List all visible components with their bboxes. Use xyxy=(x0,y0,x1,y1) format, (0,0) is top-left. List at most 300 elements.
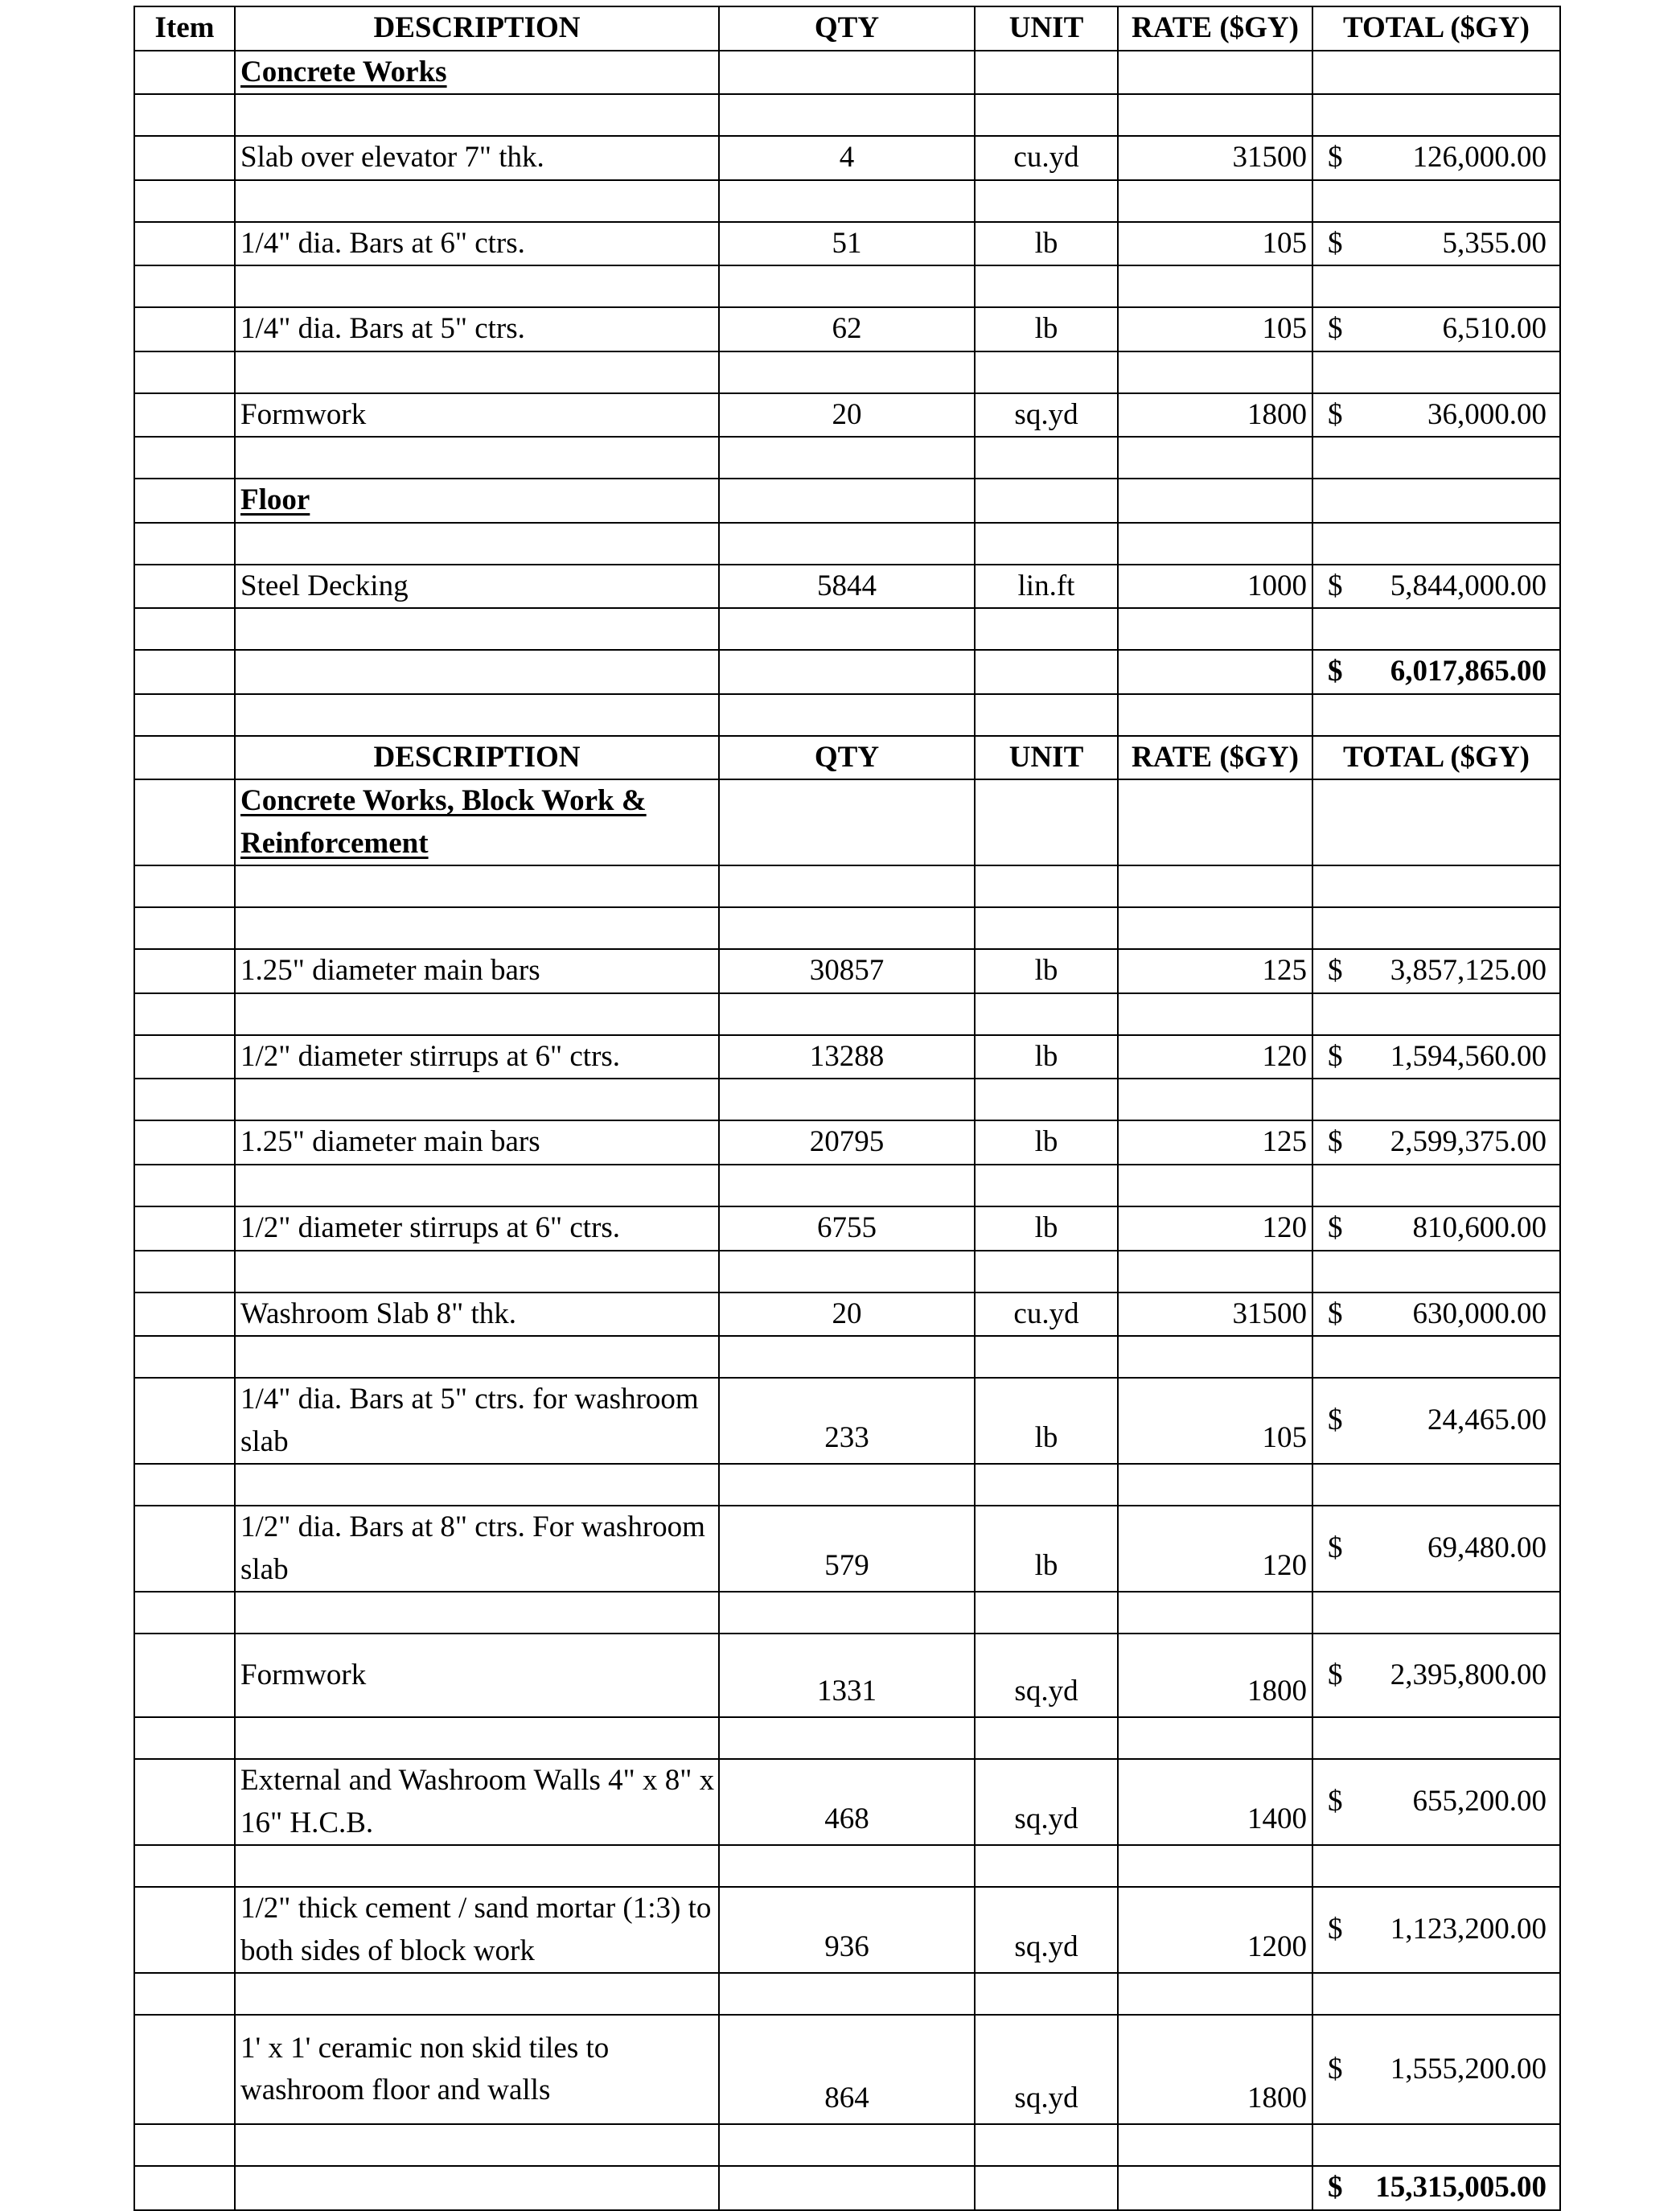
empty-cell xyxy=(134,1845,235,1887)
total-header: TOTAL ($GY) xyxy=(1312,736,1560,780)
empty-cell xyxy=(1118,351,1312,393)
empty-cell xyxy=(1312,608,1560,650)
empty-cell xyxy=(975,351,1118,393)
table-row xyxy=(134,1717,1560,1759)
item-unit: sq.yd xyxy=(975,1634,1118,1717)
empty-cell xyxy=(1118,993,1312,1035)
table-row xyxy=(134,2166,1560,2210)
item-header: Item xyxy=(134,6,235,51)
currency-symbol: $ xyxy=(1328,1210,1343,1244)
item-qty: 13288 xyxy=(719,1035,975,1079)
empty-cell xyxy=(134,94,235,136)
amount xyxy=(1313,1781,1559,1823)
description-header: DESCRIPTION xyxy=(235,6,719,51)
item-description: Formwork xyxy=(235,1634,719,1717)
empty-cell xyxy=(719,180,975,222)
line-total-cell xyxy=(1312,949,1560,993)
currency-symbol: $ xyxy=(1328,1785,1343,1819)
table-row xyxy=(134,1079,1560,1120)
item-unit: lb xyxy=(975,1206,1118,1251)
empty-cell xyxy=(975,2124,1118,2166)
amount xyxy=(1313,1527,1559,1570)
empty-cell xyxy=(1312,694,1560,736)
line-total-value: 6,510.00 xyxy=(1442,312,1547,346)
table-row xyxy=(134,51,1560,95)
item-qty: 30857 xyxy=(719,949,975,993)
table-row xyxy=(134,1464,1560,1506)
empty-cell xyxy=(719,779,975,865)
empty-cell xyxy=(719,1592,975,1634)
empty-cell xyxy=(134,1973,235,2015)
item-qty: 1331 xyxy=(719,1634,975,1717)
empty-cell xyxy=(235,608,719,650)
line-total-value: 3,857,125.00 xyxy=(1390,954,1547,988)
item-rate: 105 xyxy=(1118,307,1312,351)
section-heading-text: Concrete Works xyxy=(240,55,447,88)
item-description: 1.25" diameter main bars xyxy=(235,949,719,993)
item-unit: lb xyxy=(975,1378,1118,1464)
empty-cell xyxy=(975,2166,1118,2210)
empty-cell xyxy=(719,351,975,393)
empty-cell xyxy=(719,2124,975,2166)
empty-cell xyxy=(1312,2124,1560,2166)
empty-cell xyxy=(134,907,235,949)
line-total-cell xyxy=(1312,1292,1560,1337)
empty-cell xyxy=(975,51,1118,95)
empty-cell xyxy=(719,1079,975,1120)
item-unit: sq.yd xyxy=(975,1759,1118,1845)
empty-cell xyxy=(719,1251,975,1292)
empty-cell xyxy=(235,1973,719,2015)
empty-cell xyxy=(975,993,1118,1035)
table-row xyxy=(134,523,1560,565)
item-cell xyxy=(134,1120,235,1165)
empty-cell xyxy=(134,1717,235,1759)
empty-cell xyxy=(235,2124,719,2166)
qty-header: QTY xyxy=(719,6,975,51)
line-total-cell xyxy=(1312,1206,1560,1251)
item-rate: 1800 xyxy=(1118,2015,1312,2124)
empty-cell xyxy=(1312,479,1560,523)
table-row xyxy=(134,2124,1560,2166)
amount xyxy=(1313,565,1559,608)
unit-header: UNIT xyxy=(975,736,1118,780)
item-description: 1/2" dia. Bars at 8" ctrs. For washroom slab xyxy=(235,1506,719,1592)
empty-cell xyxy=(975,1079,1118,1120)
line-total-cell xyxy=(1312,565,1560,609)
empty-cell xyxy=(975,265,1118,307)
item-description: 1/4" dia. Bars at 5" ctrs. xyxy=(235,307,719,351)
item-description: 1.25" diameter main bars xyxy=(235,1120,719,1165)
empty-cell xyxy=(1312,1592,1560,1634)
empty-cell xyxy=(235,523,719,565)
empty-cell xyxy=(1312,523,1560,565)
table-row xyxy=(134,265,1560,307)
table-row xyxy=(134,1251,1560,1292)
table-row xyxy=(134,1506,1560,1592)
empty-cell xyxy=(719,1336,975,1378)
amount xyxy=(1313,950,1559,992)
qty-header: QTY xyxy=(719,736,975,780)
table-row xyxy=(134,779,1560,865)
table-row xyxy=(134,437,1560,479)
amount xyxy=(1313,1909,1559,1951)
amount xyxy=(1313,1399,1559,1442)
item-qty: 62 xyxy=(719,307,975,351)
amount xyxy=(1313,223,1559,265)
empty-cell xyxy=(1118,523,1312,565)
item-cell xyxy=(134,1759,235,1845)
item-description: 1/2" thick cement / sand mortar (1:3) to both sides of block work xyxy=(235,1887,719,1973)
empty-cell xyxy=(1118,1717,1312,1759)
rate-header: RATE ($GY) xyxy=(1118,6,1312,51)
empty-cell xyxy=(1312,779,1560,865)
empty-cell xyxy=(1312,265,1560,307)
item-description: 1/4" dia. Bars at 5" ctrs. for washroom slab xyxy=(235,1378,719,1464)
amount xyxy=(1313,651,1559,693)
line-total-value: 2,599,375.00 xyxy=(1390,1125,1547,1159)
empty-cell xyxy=(1118,1973,1312,2015)
table-row xyxy=(134,694,1560,736)
empty-cell xyxy=(235,1165,719,1206)
item-qty: 20795 xyxy=(719,1120,975,1165)
table-row xyxy=(134,993,1560,1035)
empty-cell xyxy=(719,2166,975,2210)
amount xyxy=(1313,2049,1559,2091)
item-unit: lb xyxy=(975,222,1118,266)
item-cell xyxy=(134,136,235,180)
line-total-cell xyxy=(1312,393,1560,438)
currency-symbol: $ xyxy=(1328,397,1343,431)
empty-cell xyxy=(134,2166,235,2210)
item-rate: 1000 xyxy=(1118,565,1312,609)
empty-cell xyxy=(1312,907,1560,949)
empty-cell xyxy=(975,1165,1118,1206)
line-total-value: 810,600.00 xyxy=(1412,1210,1547,1244)
empty-cell xyxy=(1312,1165,1560,1206)
empty-cell xyxy=(719,523,975,565)
line-total-value: 1,555,200.00 xyxy=(1390,2053,1547,2086)
empty-cell xyxy=(235,1336,719,1378)
empty-cell xyxy=(1312,437,1560,479)
empty-cell xyxy=(235,907,719,949)
empty-cell xyxy=(975,94,1118,136)
table-row xyxy=(134,1759,1560,1845)
empty-cell xyxy=(235,94,719,136)
table-row xyxy=(134,479,1560,523)
empty-cell xyxy=(235,1251,719,1292)
item-cell xyxy=(134,393,235,438)
empty-cell xyxy=(719,865,975,907)
empty-cell xyxy=(235,351,719,393)
currency-symbol: $ xyxy=(1328,1039,1343,1073)
empty-cell xyxy=(1118,1079,1312,1120)
grand-total-cell xyxy=(1312,2166,1560,2210)
empty-cell xyxy=(134,1251,235,1292)
section-heading-text: Floor xyxy=(240,483,310,517)
item-rate: 1200 xyxy=(1118,1887,1312,1973)
currency-symbol: $ xyxy=(1328,1658,1343,1691)
empty-cell xyxy=(719,993,975,1035)
currency-symbol: $ xyxy=(1328,226,1343,260)
line-total-cell xyxy=(1312,222,1560,266)
table-row xyxy=(134,1592,1560,1634)
line-total-cell xyxy=(1312,2015,1560,2124)
empty-cell xyxy=(134,437,235,479)
currency-symbol: $ xyxy=(1328,954,1343,988)
line-total-cell xyxy=(1312,1887,1560,1973)
grand-total-value: 15,315,005.00 xyxy=(1375,2171,1547,2205)
empty-cell xyxy=(1118,479,1312,523)
empty-cell xyxy=(719,1717,975,1759)
item-rate: 1800 xyxy=(1118,1634,1312,1717)
item-description: 1/4" dia. Bars at 6" ctrs. xyxy=(235,222,719,266)
empty-cell xyxy=(235,1845,719,1887)
empty-cell xyxy=(235,2166,719,2210)
empty-cell xyxy=(975,1464,1118,1506)
empty-cell xyxy=(1118,2124,1312,2166)
line-total-value: 655,200.00 xyxy=(1412,1785,1547,1819)
empty-cell xyxy=(1118,1592,1312,1634)
currency-symbol: $ xyxy=(1328,2171,1343,2205)
amount xyxy=(1313,394,1559,437)
item-qty: 5844 xyxy=(719,565,975,609)
item-rate: 1400 xyxy=(1118,1759,1312,1845)
table-row xyxy=(134,949,1560,993)
item-qty: 6755 xyxy=(719,1206,975,1251)
line-total-value: 2,395,800.00 xyxy=(1390,1658,1547,1691)
item-rate: 31500 xyxy=(1118,1292,1312,1337)
empty-cell xyxy=(719,1165,975,1206)
line-total-cell xyxy=(1312,307,1560,351)
empty-cell xyxy=(235,1717,719,1759)
table-row xyxy=(134,1165,1560,1206)
amount xyxy=(1313,2167,1559,2209)
item-cell xyxy=(134,1887,235,1973)
table-row xyxy=(134,1634,1560,1717)
empty-cell xyxy=(1118,265,1312,307)
item-rate: 31500 xyxy=(1118,136,1312,180)
empty-cell xyxy=(975,437,1118,479)
currency-symbol: $ xyxy=(1328,312,1343,346)
item-cell xyxy=(134,1292,235,1337)
empty-cell xyxy=(1312,1845,1560,1887)
empty-cell xyxy=(719,1464,975,1506)
empty-cell xyxy=(1312,1464,1560,1506)
empty-cell xyxy=(975,1973,1118,2015)
empty-cell xyxy=(134,650,235,694)
table-row xyxy=(134,1292,1560,1337)
line-total-cell xyxy=(1312,1035,1560,1079)
item-cell xyxy=(134,51,235,95)
item-qty: 936 xyxy=(719,1887,975,1973)
table-row xyxy=(134,608,1560,650)
item-rate: 120 xyxy=(1118,1206,1312,1251)
empty-cell xyxy=(1118,180,1312,222)
empty-cell xyxy=(975,907,1118,949)
currency-symbol: $ xyxy=(1328,2053,1343,2086)
empty-cell xyxy=(1118,865,1312,907)
table-row xyxy=(134,736,1560,780)
table-row xyxy=(134,1887,1560,1973)
empty-cell xyxy=(1118,1845,1312,1887)
empty-cell xyxy=(134,694,235,736)
item-description: Steel Decking xyxy=(235,565,719,609)
empty-cell xyxy=(1118,2166,1312,2210)
amount xyxy=(1313,1207,1559,1250)
empty-cell xyxy=(719,907,975,949)
item-unit: sq.yd xyxy=(975,1887,1118,1973)
empty-cell xyxy=(1118,608,1312,650)
item-qty: 4 xyxy=(719,136,975,180)
item-cell xyxy=(134,736,235,780)
empty-cell xyxy=(1118,650,1312,694)
empty-cell xyxy=(975,1336,1118,1378)
item-cell xyxy=(134,1035,235,1079)
empty-cell xyxy=(1118,694,1312,736)
line-total-value: 5,355.00 xyxy=(1442,226,1547,260)
section-heading xyxy=(235,51,719,95)
empty-cell xyxy=(975,779,1118,865)
line-total-cell xyxy=(1312,1378,1560,1464)
currency-symbol: $ xyxy=(1328,1531,1343,1565)
empty-cell xyxy=(235,1079,719,1120)
empty-cell xyxy=(975,865,1118,907)
amount xyxy=(1313,1654,1559,1697)
item-cell xyxy=(134,1634,235,1717)
empty-cell xyxy=(134,180,235,222)
empty-cell xyxy=(134,523,235,565)
empty-cell xyxy=(975,1717,1118,1759)
empty-cell xyxy=(1118,1251,1312,1292)
empty-cell xyxy=(235,1592,719,1634)
empty-cell xyxy=(1118,94,1312,136)
currency-symbol: $ xyxy=(1328,1297,1343,1330)
empty-cell xyxy=(1312,94,1560,136)
section-heading-text: Concrete Works, Block Work & xyxy=(240,784,647,818)
amount xyxy=(1313,1036,1559,1079)
empty-cell xyxy=(975,650,1118,694)
empty-cell xyxy=(235,1464,719,1506)
item-description: Washroom Slab 8" thk. xyxy=(235,1292,719,1337)
empty-cell xyxy=(719,437,975,479)
item-cell xyxy=(134,779,235,865)
empty-cell xyxy=(1312,180,1560,222)
item-unit: sq.yd xyxy=(975,393,1118,438)
empty-cell xyxy=(975,180,1118,222)
table-row xyxy=(134,1336,1560,1378)
empty-cell xyxy=(134,1464,235,1506)
empty-cell xyxy=(719,1845,975,1887)
table-row xyxy=(134,1845,1560,1887)
item-unit: cu.yd xyxy=(975,1292,1118,1337)
item-cell xyxy=(134,1378,235,1464)
item-unit: lb xyxy=(975,1120,1118,1165)
item-unit: lin.ft xyxy=(975,565,1118,609)
item-qty: 864 xyxy=(719,2015,975,2124)
section-heading xyxy=(235,479,719,523)
empty-cell xyxy=(235,437,719,479)
empty-cell xyxy=(134,2124,235,2166)
line-total-value: 5,844,000.00 xyxy=(1390,569,1547,602)
empty-cell xyxy=(134,265,235,307)
line-total-cell xyxy=(1312,1506,1560,1592)
item-rate: 125 xyxy=(1118,1120,1312,1165)
item-rate: 120 xyxy=(1118,1035,1312,1079)
empty-cell xyxy=(134,608,235,650)
item-description: 1' x 1' ceramic non skid tiles to washroom floor and walls xyxy=(235,2015,719,2124)
rate-header: RATE ($GY) xyxy=(1118,736,1312,780)
item-unit: lb xyxy=(975,1035,1118,1079)
table-row xyxy=(134,865,1560,907)
empty-cell xyxy=(235,650,719,694)
empty-cell xyxy=(975,1251,1118,1292)
unit-header: UNIT xyxy=(975,6,1118,51)
line-total-value: 1,594,560.00 xyxy=(1390,1039,1547,1073)
item-rate: 1800 xyxy=(1118,393,1312,438)
currency-symbol: $ xyxy=(1328,655,1343,688)
section-heading-text: Reinforcement xyxy=(240,826,429,860)
currency-symbol: $ xyxy=(1328,569,1343,602)
bill-of-quantities-table xyxy=(133,6,1561,2211)
item-qty: 20 xyxy=(719,393,975,438)
empty-cell xyxy=(134,1336,235,1378)
section-heading xyxy=(235,779,719,865)
empty-cell xyxy=(975,1845,1118,1887)
currency-symbol: $ xyxy=(1328,1913,1343,1946)
empty-cell xyxy=(975,608,1118,650)
amount xyxy=(1313,1121,1559,1164)
line-total-value: 36,000.00 xyxy=(1427,397,1547,431)
item-qty: 468 xyxy=(719,1759,975,1845)
empty-cell xyxy=(719,51,975,95)
item-cell xyxy=(134,2015,235,2124)
table-row xyxy=(134,222,1560,266)
table-row xyxy=(134,1120,1560,1165)
empty-cell xyxy=(1312,1973,1560,2015)
line-total-value: 126,000.00 xyxy=(1412,141,1547,175)
table-row xyxy=(134,650,1560,694)
empty-cell xyxy=(1118,437,1312,479)
item-description: Formwork xyxy=(235,393,719,438)
item-rate: 120 xyxy=(1118,1506,1312,1592)
empty-cell xyxy=(719,694,975,736)
item-cell xyxy=(134,949,235,993)
empty-cell xyxy=(1118,1464,1312,1506)
empty-cell xyxy=(134,1165,235,1206)
line-total-cell xyxy=(1312,1120,1560,1165)
item-unit: lb xyxy=(975,307,1118,351)
table-row xyxy=(134,1035,1560,1079)
item-description: Slab over elevator 7" thk. xyxy=(235,136,719,180)
currency-symbol: $ xyxy=(1328,141,1343,175)
item-cell xyxy=(134,307,235,351)
empty-cell xyxy=(719,1973,975,2015)
empty-cell xyxy=(235,265,719,307)
item-cell xyxy=(134,479,235,523)
table-row xyxy=(134,6,1560,51)
table-row xyxy=(134,136,1560,180)
item-unit: lb xyxy=(975,1506,1118,1592)
empty-cell xyxy=(1118,907,1312,949)
item-rate: 125 xyxy=(1118,949,1312,993)
empty-cell xyxy=(1312,351,1560,393)
empty-cell xyxy=(719,650,975,694)
empty-cell xyxy=(1312,993,1560,1035)
item-unit: sq.yd xyxy=(975,2015,1118,2124)
table-row xyxy=(134,94,1560,136)
empty-cell xyxy=(134,1079,235,1120)
